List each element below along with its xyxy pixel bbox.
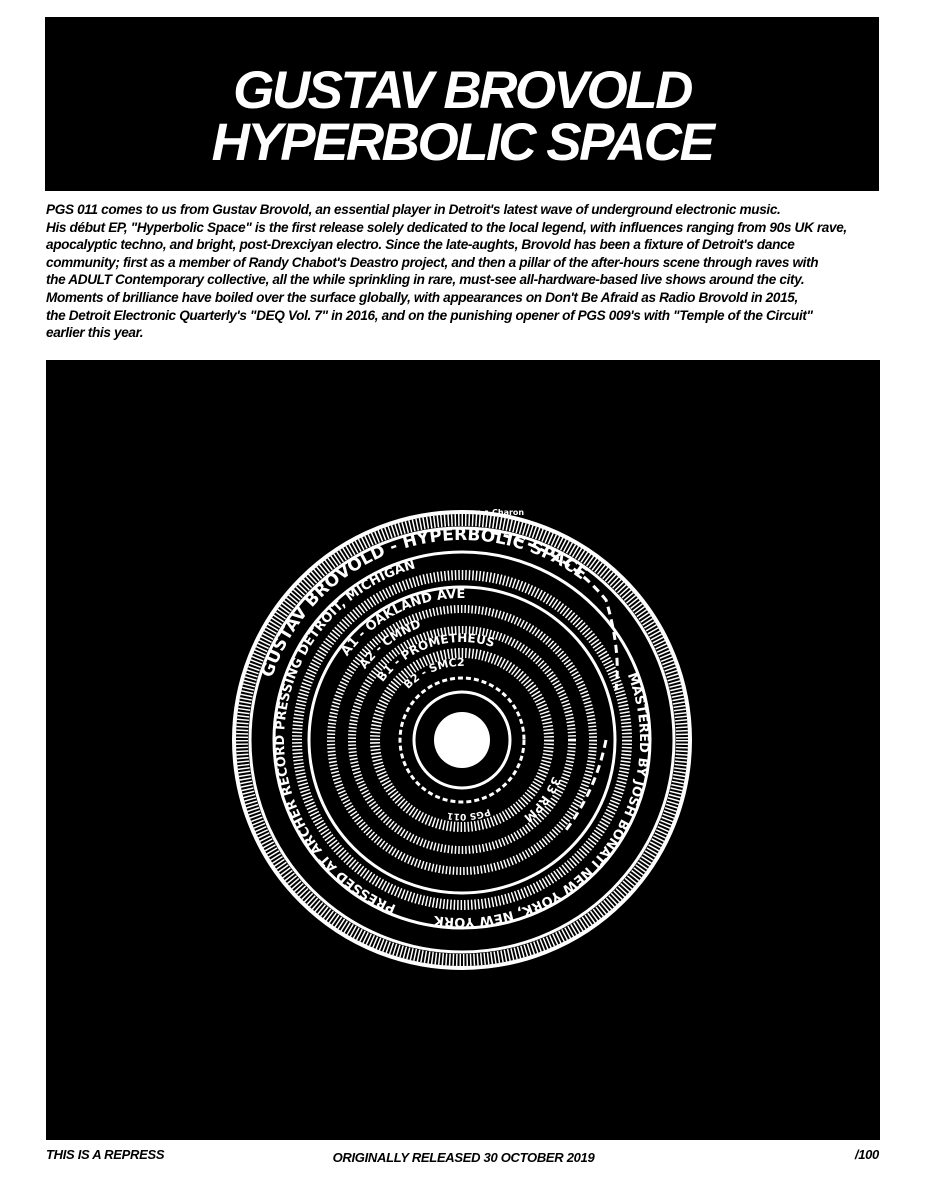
mastered-text: MASTERED BY JOSH BONATI NEW YORK, NEW YORK [432,670,652,930]
edition-count: /100 [854,1147,879,1162]
description-line: apocalyptic techno, and bright, post-Drexciyan electro. Since the late-aughts, Brovold has been a fixture of Detroit's dance [46,237,795,253]
record-artwork [46,360,880,1140]
release-description [46,201,896,342]
repress-note: THIS IS A REPRESS [46,1147,165,1162]
pressed-text: PRESSED AT ARCHER RECORD PRESSING DETROIT, MICHIGAN [272,557,418,916]
spindle-hole [434,712,490,768]
track-b2: B2 - SMC2 [401,655,465,692]
description-line: community; first as a member of Randy Chabot's Deastro project, and then a pillar of the after-hours scene through raves with [46,254,819,270]
speed-text: 33 RPM [521,774,564,825]
title-banner [45,17,879,191]
record-label-illustration [46,360,880,1140]
description-line: earlier this year. [46,325,144,341]
artist-name: GUSTAV BROVOLD [233,61,691,120]
release-date: ORIGINALLY RELEASED 30 OCTOBER 2019 [332,1150,595,1165]
description-line: PGS 011 comes to us from Gustav Brovold, an essential player in Detroit's latest wave of underground electronic music. [46,202,781,217]
description-line: Moments of brilliance have boiled over the surface globally, with appearances on Don't Be Afraid as Radio Brovold in 2015, [46,289,798,305]
charon-label: Charon [492,508,525,517]
track-a1: A1 - OAKLAND AVE [338,586,466,659]
track-b1: B1 - PROMETHEUS [374,630,497,685]
catalog-number: PGS 011 [446,806,492,822]
track-a2: A2 - CMND [356,616,423,672]
description-line: His début EP, "Hyperbolic Space" is the first release solely dedicated to the local legend, with influences ranging from 90s UK rave, [46,219,847,235]
description-line: the ADULT Contemporary collective, all the while sprinkling in rare, must-see all-hardware-based live shows around the city. [46,272,805,288]
description-line: the Detroit Electronic Quarterly's "DEQ Vol. 7" in 2016, and on the punishing opener of PGS 009's with "Temple of the Circuit" [46,307,813,323]
release-title: HYPERBOLIC SPACE [211,113,713,172]
outer-ring-text: GUSTAV BROVOLD - HYPERBOLIC SPACE [257,524,591,680]
